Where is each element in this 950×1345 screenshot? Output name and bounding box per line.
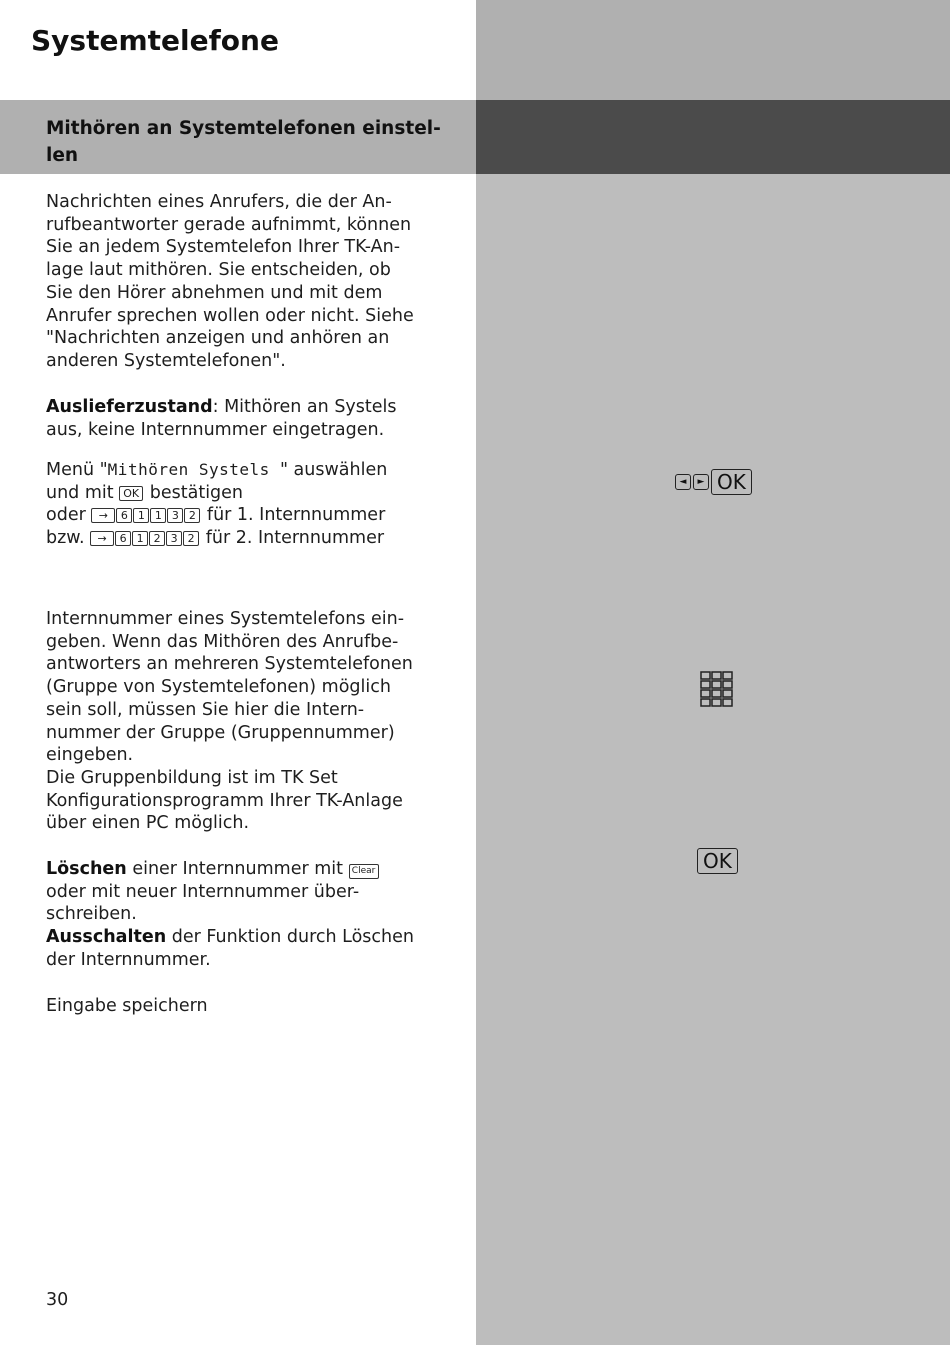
- internal-line: Die Gruppenbildung ist im TK Set: [46, 767, 338, 788]
- internal-line: über einen PC möglich.: [46, 813, 250, 834]
- page-number: 30: [46, 1290, 69, 1310]
- delete-paragraph: [46, 858, 436, 972]
- clear-key-icon: Clear: [349, 864, 379, 879]
- menu-line-4-post: für 2. Internnummer: [200, 528, 385, 549]
- menu-line-2: [46, 482, 436, 505]
- menu-line-2-post: bestätigen: [144, 482, 244, 503]
- menu-line-3-post: für 1. Internnummer: [201, 505, 386, 526]
- menu-line-3: [46, 504, 436, 527]
- delete-line-3: schreiben.: [46, 904, 137, 925]
- delivery-line-2: aus, keine Internnummer eingetragen.: [46, 419, 385, 440]
- digit-key-icon: 3: [167, 508, 183, 523]
- section-header-band-dark: [476, 100, 950, 174]
- internal-line: geben. Wenn das Mithören des Anrufbe-: [46, 631, 399, 652]
- keypad-icon: [700, 671, 734, 711]
- digit-key-icon: 2: [183, 531, 199, 546]
- menu-line-4: [46, 527, 436, 550]
- intro-line: anderen Systemtelefonen".: [46, 350, 286, 371]
- delivery-paragraph: [46, 396, 436, 441]
- menu-line-4-pre: bzw.: [46, 528, 91, 549]
- internal-line: Internnummer eines Systemtelefons ein-: [46, 609, 405, 629]
- delivery-label: Auslieferzustand: [46, 397, 213, 417]
- delivery-line-1: [46, 396, 436, 419]
- internal-line: sein soll, müssen Sie hier die Intern-: [46, 699, 365, 720]
- intro-line: Sie den Hörer abnehmen und mit dem: [46, 282, 383, 303]
- ok-key-icon: OK: [119, 486, 143, 501]
- internal-line: nummer der Gruppe (Gruppennummer): [46, 722, 395, 743]
- menu-paragraph: [46, 459, 436, 550]
- delete-line-1: [46, 858, 436, 881]
- digit-key-icon: 1: [133, 508, 149, 523]
- ok-button-icon: OK: [697, 848, 738, 874]
- menu-line-3-pre: oder: [46, 505, 92, 526]
- section-title-line-1: Mithören an Systemtelefonen einstel-: [46, 118, 441, 139]
- delete-label: Löschen: [46, 859, 127, 879]
- arrow-key-icon: →: [91, 508, 115, 523]
- off-label: Ausschalten: [46, 927, 167, 948]
- menu-suffix: " auswählen: [279, 460, 388, 480]
- ok-save-key: [697, 848, 738, 874]
- intro-paragraph: [46, 191, 436, 373]
- save-text: Eingabe speichern: [46, 996, 208, 1016]
- digit-key-icon: 1: [132, 531, 148, 546]
- menu-line-1: [46, 459, 436, 482]
- section-title: [46, 115, 446, 169]
- intro-line: "Nachrichten anzeigen und anhören an: [46, 328, 390, 349]
- digit-key-icon: 3: [166, 531, 182, 546]
- arrow-right-icon: ►: [693, 474, 709, 490]
- ok-button-icon: OK: [711, 469, 752, 495]
- arrow-key-icon: →: [90, 531, 114, 546]
- delete-line-1-text: einer Internnummer mit: [126, 859, 349, 879]
- intro-line: Sie an jedem Systemtelefon Ihrer TK-An-: [46, 237, 401, 258]
- off-line-text: der Funktion durch Löschen: [166, 927, 415, 948]
- internal-line: eingeben.: [46, 745, 134, 766]
- intro-line: rufbeantworter gerade aufnimmt, können: [46, 214, 412, 235]
- lcd-menu-text: Mithören Systels: [107, 460, 280, 479]
- arrow-left-icon: ◄: [675, 474, 691, 490]
- digit-key-icon: 6: [116, 508, 132, 523]
- internal-line: antworters an mehreren Systemtelefonen: [46, 654, 413, 675]
- intro-line: Anrufer sprechen wollen oder nicht. Siehe: [46, 305, 414, 326]
- nav-ok-keys: [675, 469, 752, 495]
- digit-key-icon: 2: [184, 508, 200, 523]
- digit-key-icon: 2: [149, 531, 165, 546]
- sidebar-header-area: [476, 0, 950, 100]
- menu-line-2-pre: und mit: [46, 482, 120, 503]
- intro-line: Nachrichten eines Anrufers, die der An-: [46, 192, 392, 212]
- delete-line-5: der Internnummer.: [46, 949, 211, 970]
- internal-paragraph: [46, 608, 436, 835]
- section-title-line-2: len: [46, 145, 79, 166]
- digit-key-icon: 1: [150, 508, 166, 523]
- page-title: Systemtelefone: [31, 24, 279, 57]
- internal-line: (Gruppe von Systemtelefonen) möglich: [46, 677, 391, 698]
- internal-line: Konfigurationsprogramm Ihrer TK-Anlage: [46, 790, 403, 811]
- menu-prefix: Menü ": [46, 460, 108, 480]
- digit-key-icon: 6: [115, 531, 131, 546]
- off-line: [46, 926, 436, 949]
- delivery-line-1-text: : Mithören an Systels: [212, 397, 397, 417]
- delete-line-2: oder mit neuer Internnummer über-: [46, 881, 360, 902]
- intro-line: lage laut mithören. Sie entscheiden, ob: [46, 260, 391, 281]
- save-paragraph: [46, 995, 436, 1018]
